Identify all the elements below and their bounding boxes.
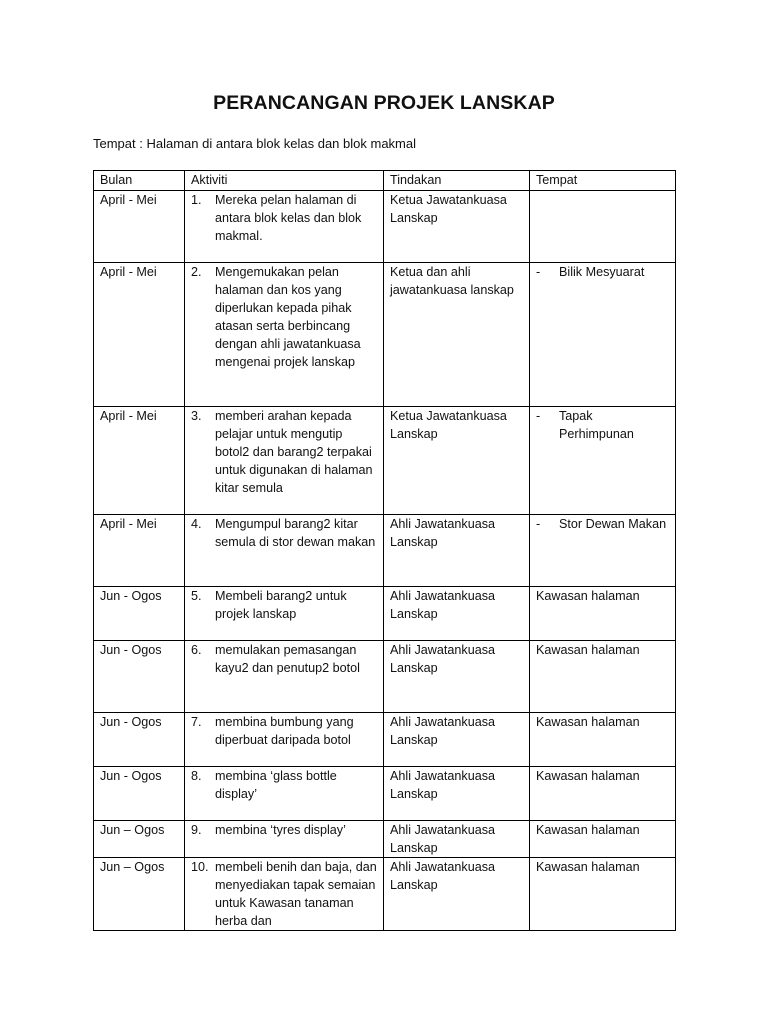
activity-number: 3. xyxy=(191,409,202,423)
cell-bulan xyxy=(94,821,185,858)
table-row xyxy=(94,407,676,515)
cell-tindakan xyxy=(384,263,530,407)
table-row xyxy=(94,641,676,713)
tempat-text: Bilik Mesyuarat xyxy=(559,265,645,279)
cell-bulan xyxy=(94,191,185,263)
cell-aktiviti xyxy=(185,587,384,641)
activity-text: membina bumbung yang diperbuat daripada botol xyxy=(215,715,354,747)
cell-tempat xyxy=(530,587,676,641)
bulan-text: Jun - Ogos xyxy=(100,643,162,657)
activity-text: Membeli barang2 untuk projek lanskap xyxy=(215,589,347,621)
cell-bulan xyxy=(94,407,185,515)
cell-bulan xyxy=(94,767,185,821)
cell-aktiviti xyxy=(185,713,384,767)
bullet-dash: - xyxy=(536,409,541,423)
cell-aktiviti xyxy=(185,407,384,515)
header-aktiviti: Aktiviti xyxy=(185,171,384,191)
bulan-text: April - Mei xyxy=(100,517,157,531)
header-bulan: Bulan xyxy=(94,171,185,191)
cell-tindakan xyxy=(384,858,530,931)
tempat-text: Kawasan halaman xyxy=(536,589,640,603)
bulan-text: Jun – Ogos xyxy=(100,860,165,874)
bulan-text: April - Mei xyxy=(100,193,157,207)
tempat-text: Kawasan halaman xyxy=(536,823,640,837)
tindakan-text: Ketua dan ahli jawatankuasa lanskap xyxy=(390,265,514,297)
plan-table xyxy=(93,170,676,931)
activity-number: 7. xyxy=(191,715,202,729)
activity-number: 5. xyxy=(191,589,202,603)
tindakan-text: Ketua Jawatankuasa Lanskap xyxy=(390,193,507,225)
table-row xyxy=(94,515,676,587)
activity-number: 4. xyxy=(191,517,202,531)
activity-number: 8. xyxy=(191,769,202,783)
cell-bulan xyxy=(94,515,185,587)
cell-aktiviti xyxy=(185,858,384,931)
cell-tindakan xyxy=(384,767,530,821)
table-header-row xyxy=(94,171,676,191)
activity-number: 6. xyxy=(191,643,202,657)
cell-tempat xyxy=(530,641,676,713)
table-row xyxy=(94,821,676,858)
bullet-dash: - xyxy=(536,517,541,531)
tindakan-text: Ahli Jawatankuasa Lanskap xyxy=(390,589,496,621)
bullet-dash: - xyxy=(536,265,541,279)
cell-aktiviti xyxy=(185,263,384,407)
cell-aktiviti xyxy=(185,515,384,587)
activity-text: Mereka pelan halaman di antara blok kelas dan blok makmal. xyxy=(215,193,362,243)
bulan-text: Jun - Ogos xyxy=(100,715,162,729)
bulan-text: Jun – Ogos xyxy=(100,823,165,837)
activity-number: 10. xyxy=(191,860,209,874)
cell-bulan xyxy=(94,713,185,767)
activity-text: Mengumpul barang2 kitar semula di stor dewan makan xyxy=(215,517,376,549)
cell-tempat xyxy=(530,713,676,767)
cell-bulan xyxy=(94,858,185,931)
cell-tindakan xyxy=(384,407,530,515)
table-row xyxy=(94,587,676,641)
tempat-text: Kawasan halaman xyxy=(536,643,640,657)
bulan-text: April - Mei xyxy=(100,409,157,423)
location-line: Tempat : Halaman di antara blok kelas dan blok makmal xyxy=(93,136,416,151)
table-row xyxy=(94,263,676,407)
activity-text: membeli benih dan baja, dan menyediakan tapak semaian untuk Kawasan tanaman herba dan xyxy=(215,860,377,928)
cell-tempat xyxy=(530,263,676,407)
tindakan-text: Ahli Jawatankuasa Lanskap xyxy=(390,769,496,801)
table-row xyxy=(94,191,676,263)
tempat-text: Kawasan halaman xyxy=(536,769,640,783)
cell-bulan xyxy=(94,587,185,641)
bulan-text: Jun - Ogos xyxy=(100,769,162,783)
table-row xyxy=(94,858,676,931)
bulan-text: Jun - Ogos xyxy=(100,589,162,603)
page-title: PERANCANGAN PROJEK LANSKAP xyxy=(213,92,555,114)
cell-tempat xyxy=(530,191,676,263)
tindakan-text: Ahli Jawatankuasa Lanskap xyxy=(390,715,496,747)
cell-aktiviti xyxy=(185,767,384,821)
header-tindakan: Tindakan xyxy=(384,171,530,191)
tempat-text: Stor Dewan Makan xyxy=(559,517,667,531)
tindakan-text: Ahli Jawatankuasa Lanskap xyxy=(390,517,496,549)
tindakan-text: Ahli Jawatankuasa Lanskap xyxy=(390,823,496,855)
cell-tempat xyxy=(530,858,676,931)
cell-tindakan xyxy=(384,191,530,263)
activity-number: 2. xyxy=(191,265,202,279)
activity-text: memulakan pemasangan kayu2 dan penutup2 botol xyxy=(215,643,360,675)
cell-tempat xyxy=(530,407,676,515)
cell-bulan xyxy=(94,641,185,713)
cell-aktiviti xyxy=(185,641,384,713)
cell-tempat xyxy=(530,767,676,821)
tempat-text: Tapak Perhimpunan xyxy=(559,409,634,441)
cell-tindakan xyxy=(384,713,530,767)
tindakan-text: Ketua Jawatankuasa Lanskap xyxy=(390,409,507,441)
activity-text: membina ‘tyres display’ xyxy=(215,823,346,837)
cell-aktiviti xyxy=(185,821,384,858)
cell-tindakan xyxy=(384,641,530,713)
cell-tindakan xyxy=(384,821,530,858)
tindakan-text: Ahli Jawatankuasa Lanskap xyxy=(390,643,496,675)
table-row xyxy=(94,713,676,767)
activity-text: membina ‘glass bottle display’ xyxy=(215,769,337,801)
tempat-text: Kawasan halaman xyxy=(536,860,640,874)
cell-tindakan xyxy=(384,587,530,641)
cell-tindakan xyxy=(384,515,530,587)
cell-tempat xyxy=(530,515,676,587)
header-tempat: Tempat xyxy=(530,171,676,191)
bulan-text: April - Mei xyxy=(100,265,157,279)
activity-number: 9. xyxy=(191,823,202,837)
cell-bulan xyxy=(94,263,185,407)
tempat-text: Kawasan halaman xyxy=(536,715,640,729)
table-row xyxy=(94,767,676,821)
activity-text: memberi arahan kepada pelajar untuk mengutip botol2 dan barang2 terpakai untuk digunakan di halaman kitar semula xyxy=(215,409,373,495)
activity-number: 1. xyxy=(191,193,202,207)
tindakan-text: Ahli Jawatankuasa Lanskap xyxy=(390,860,496,892)
cell-tempat xyxy=(530,821,676,858)
cell-aktiviti xyxy=(185,191,384,263)
activity-text: Mengemukakan pelan halaman dan kos yang diperlukan kepada pihak atasan serta berbincang dengan ahli jawatankuasa mengenai projek lanskap xyxy=(215,265,361,369)
